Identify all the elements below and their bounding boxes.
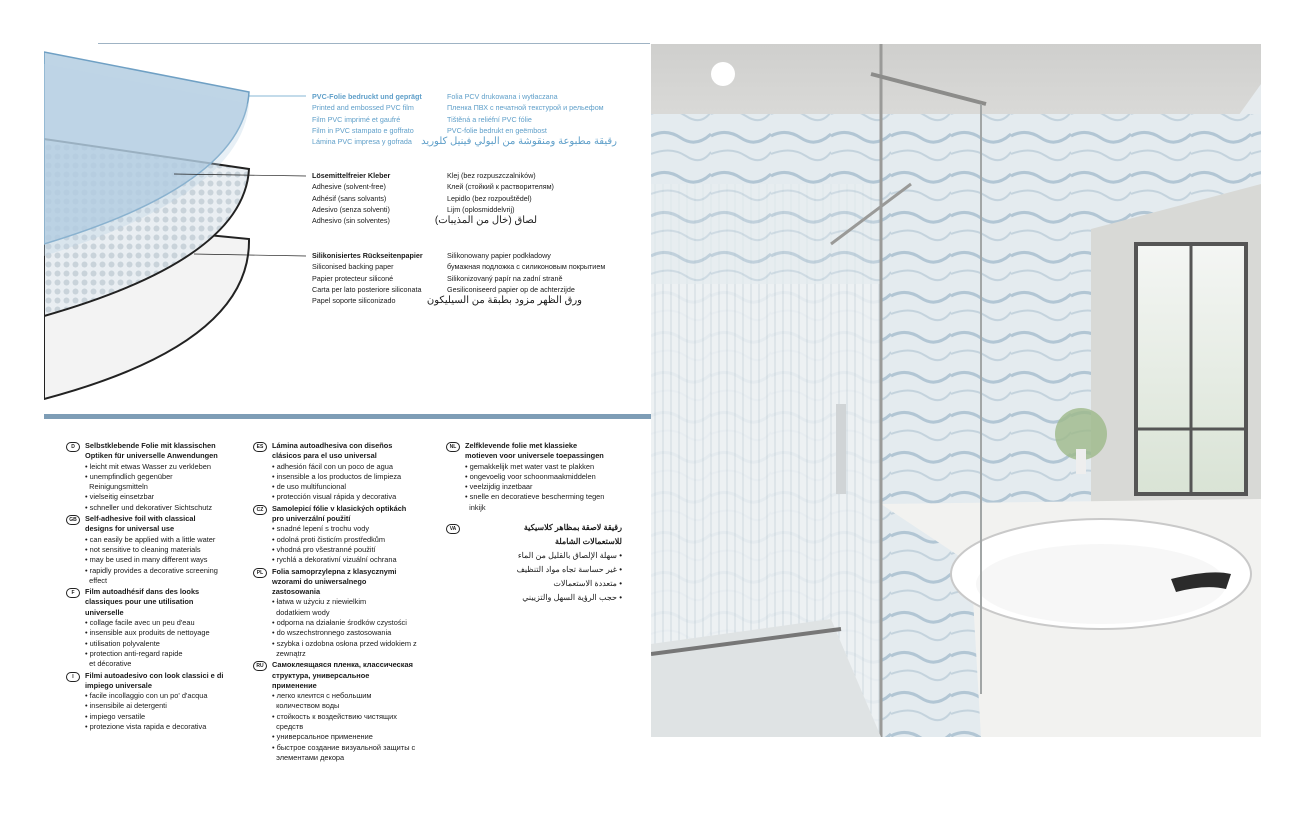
section-title-line: motieven voor universele toepassingen (465, 451, 604, 461)
feature-item: • ongevoelig voor schoonmaakmiddelen (465, 471, 596, 481)
feature-item: • can easily be applied with a little water (85, 534, 216, 544)
layer-pvc-right: Folia PCV drukowana i wytłaczana Пленка ПВХ с печатной текстурой и рельефом Tištěná a reliéfní PVC fólie PVC-folie bedrukt en geëmbost رقيقة مطبوعة ومنقوشة من البولي فينيل كلوريد (421, 92, 617, 148)
feature-item: • protezione vista rapida e decorativa (85, 722, 207, 732)
feature-item: • may be used in many different ways (85, 555, 208, 565)
feature-item: • snadné lepení s trochu vody (272, 524, 370, 534)
section-title-line: pro univerzální použití (272, 514, 351, 524)
feature-item: • vhodná pro všestranné použití (272, 544, 376, 554)
feature-item: • vielseitig einsetzbar (85, 492, 155, 502)
feature-item: inkijk (465, 502, 486, 512)
section-title-line: clásicos para el uso universal (272, 451, 377, 461)
feature-item: • collage facile avec un peu d'eau (85, 618, 195, 628)
section-title-line: Самоклеящаяся пленка, классическая (272, 660, 413, 670)
section-title-line: Self-adhesive foil with classical (85, 514, 196, 524)
language-badge: ES (253, 442, 267, 452)
feature-item: • de uso multifuncional (272, 482, 347, 492)
language-section (66, 514, 246, 586)
language-section (66, 671, 246, 733)
feature-item: • rapidly provides a decorative screening (85, 565, 218, 575)
section-title-line: Folia samoprzylepna z klasycznymi (272, 566, 397, 576)
section-title-line: Samolepicí fólie v klasických optikách (272, 503, 407, 513)
section-title-line: Optiken für universelle Anwendungen (85, 451, 218, 461)
section-title-line: designs for universal use (85, 524, 175, 534)
language-section (253, 567, 443, 660)
section-title-line: Lámina autoadhesiva con diseños (272, 441, 393, 450)
feature-item: • rychlá a dekorativní vizuální ochrana (272, 555, 397, 565)
feature-item: • стойкость к воздействию чистящих (272, 711, 397, 721)
section-title-line: Filmi autoadesivo con look classici e di (85, 670, 224, 680)
feature-item: • impiego versatile (85, 711, 146, 721)
feature-item: средств (272, 722, 304, 732)
language-badge: RU (253, 661, 267, 671)
language-section (253, 441, 443, 503)
layer-paper-left: Silikonisiertes Rückseitenpapier Siliconised backing paper Papier protecteur siliconé Carta per lato posteriore siliconata Papel soporte siliconizado (312, 251, 423, 306)
feature-item: • быстрое создание визуальной защиты с (272, 742, 416, 752)
section-title-line: classiques pour une utilisation (85, 597, 194, 607)
language-section (253, 504, 443, 566)
section-title-line: impiego universale (85, 680, 152, 690)
column-1 (66, 441, 246, 733)
language-badge: F (66, 588, 80, 598)
feature-item: • szybka i ozdobna osłona przed widokiem z (272, 638, 417, 648)
feature-item: • do wszechstronnego zastosowania (272, 628, 392, 638)
column-3 (446, 441, 626, 514)
feature-item: dodatkiem wody (272, 607, 330, 617)
section-title-line: структура, универсальное (272, 670, 370, 680)
feature-item: et décorative (85, 659, 132, 669)
layer-adhesive-right: Klej (bez rozpuszczalników) Клей (стойкий к растворителям) Lepidlo (bez rozpouštědel) Lijm (oplosmiddelvrij) لصاق (خال من المذيبات) (434, 171, 554, 227)
feature-item: • veelzijdig inzetbaar (465, 482, 533, 492)
bathroom-photo (651, 44, 1261, 737)
feature-item: • protección visual rápida y decorativa (272, 492, 397, 502)
feature-item: • легко клеится с небольшим (272, 691, 372, 701)
feature-item: • odolná proti čisticím prostředkům (272, 534, 386, 544)
feature-item: • adhesión fácil con un poco de agua (272, 461, 393, 471)
section-title-line: zastosowania (272, 587, 321, 597)
section-divider-bar (44, 414, 651, 419)
feature-item: • leicht mit etwas Wasser zu verkleben (85, 461, 211, 471)
feature-item: • insensible aux produits de nettoyage (85, 628, 210, 638)
feature-item: • łatwa w użyciu z niewielkim (272, 597, 367, 607)
feature-item: • schneller und dekorativer Sichtschutz (85, 502, 213, 512)
language-section (253, 660, 443, 763)
section-title-line: wzorami do uniwersalnego (272, 576, 367, 586)
language-badge: I (66, 672, 80, 682)
feature-item: • insensibile ai detergenti (85, 701, 167, 711)
feature-item: • facile incollaggio con un po' d'acqua (85, 691, 208, 701)
arabic-title: رقيقة لاصقة بمظاهر كلاسيكية للاستعمالات الشاملة (523, 523, 622, 546)
layer-adhesive-left: Lösemittelfreier Kleber Adhesive (solvent-free) Adhésif (sans solvants) Adesivo (senza solventi) Adhesivo (sin solventes) (312, 171, 391, 226)
language-section (66, 441, 246, 513)
language-badge: CZ (253, 505, 267, 515)
language-section (446, 441, 626, 513)
language-badge: NL (446, 442, 460, 452)
feature-item: количеством воды (272, 701, 340, 711)
language-badge: PL (253, 568, 267, 578)
section-title-line: universelle (85, 607, 124, 617)
layer-pvc-left: PVC-Folie bedruckt und geprägt Printed and embossed PVC film Film PVC imprimé et gaufré Film in PVC stampato e goffrato Lámina PVC impresa y gofrada (312, 92, 422, 147)
language-section (66, 587, 246, 669)
feature-item: • insensible a los productos de limpieza (272, 471, 402, 481)
feature-item: • protection anti-regard rapide (85, 648, 183, 658)
section-title-line: Film autoadhésif dans des looks (85, 587, 200, 597)
feature-item: • gemakkelijk met water vast te plakken (465, 461, 595, 471)
feature-item: • not sensitive to cleaning materials (85, 544, 201, 554)
feature-item: • универсальное применение (272, 732, 373, 742)
arabic-block (446, 521, 622, 605)
feature-item: • odporna na działanie środków czystości (272, 618, 407, 628)
feature-item: effect (85, 575, 108, 585)
column-2 (253, 441, 443, 764)
feature-item: zewnątrz (272, 648, 306, 658)
feature-item: Reinigungsmitteln (85, 482, 148, 492)
feature-item: элементами декора (272, 752, 345, 762)
feature-item: • unempfindlich gegenüber (85, 471, 173, 481)
layer-paper-right: Silikonowany papier podkładowy бумажная подложка с силиконовым покрытием Silikonizovaný papír na zadní straně Gesiliconiseerd papier op de achterzijde ورق الظهر مزود بطبقة من السيليكون (426, 251, 606, 307)
language-badge: GB (66, 515, 80, 525)
language-badge: VA (446, 524, 460, 534)
feature-item: • snelle en decoratieve bescherming tegen (465, 492, 605, 502)
language-badge: D (66, 442, 80, 452)
layer-diagram (44, 44, 309, 414)
arabic-items: • سهلة الإلصاق بالقليل من الماء • غير حساسة تجاه مواد التنظيف • متعددة الاستعمالات • حجب الرؤية السهل والتزييني (516, 551, 622, 602)
section-title-line: Selbstklebende Folie mit klassischen (85, 441, 216, 450)
section-title-line: Zelfklevende folie met klassieke (465, 441, 578, 450)
feature-item: • utilisation polyvalente (85, 638, 160, 648)
section-title-line: применение (272, 680, 317, 690)
